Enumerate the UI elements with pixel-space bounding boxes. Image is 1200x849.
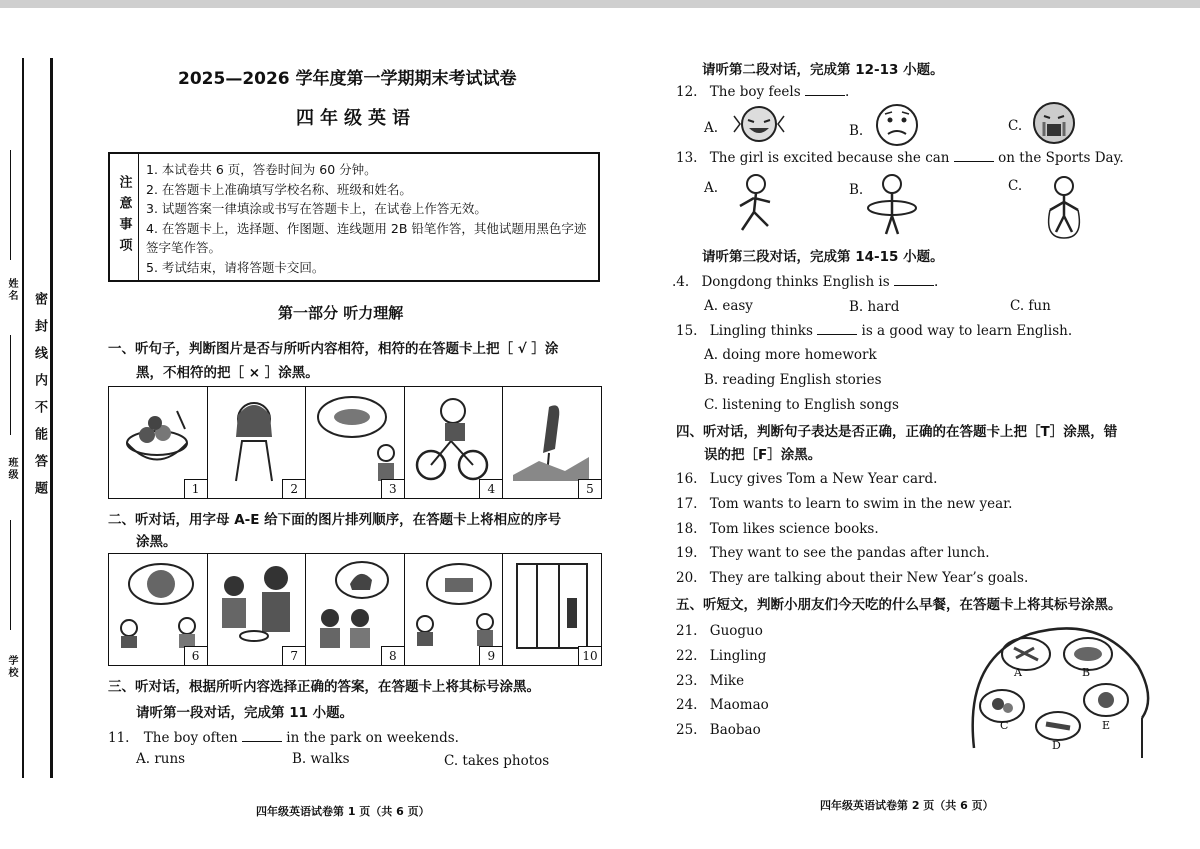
section-three-instruction: 三、听对话，根据所听内容选择正确的答案，在答题卡上将其标号涂黑。 bbox=[108, 679, 540, 695]
page-two-footer: 四年级英语试卷第 2 页（共 6 页） bbox=[820, 799, 994, 812]
option-c-label: C. bbox=[1008, 118, 1023, 134]
option-b: B. hard bbox=[849, 299, 900, 315]
option-a-label: A. bbox=[704, 120, 719, 136]
part-one-title: 第一部分 听力理解 bbox=[278, 304, 404, 322]
plate-label-e: E bbox=[1102, 719, 1111, 732]
question-number: 24. bbox=[676, 697, 698, 713]
section-five-instruction: 五、听短文，判断小朋友们今天吃的什么早餐，在答题卡上将其标号涂黑。 bbox=[676, 597, 1122, 613]
class-blank-line bbox=[10, 335, 11, 435]
question-number: 21. bbox=[676, 623, 698, 639]
margin-line-outer bbox=[22, 58, 24, 778]
section-one-instruction-2: 黑，不相符的把［ × ］涂黑。 bbox=[136, 365, 319, 381]
statement-16 bbox=[676, 471, 937, 487]
option-c: C. listening to English songs bbox=[704, 397, 899, 413]
question-number: 12. bbox=[676, 84, 698, 100]
picture-cell-7 bbox=[208, 554, 307, 665]
girl-running-image bbox=[730, 172, 778, 236]
notice-item: 3. 试题答案一律填涂或书写在答题卡上，在试卷上作答无效。 bbox=[146, 201, 487, 216]
scan-top-edge bbox=[0, 0, 1200, 8]
option-a: A. doing more homework bbox=[704, 347, 877, 363]
question-number: .4. bbox=[672, 274, 690, 290]
question-text: The boy feels bbox=[709, 84, 801, 100]
question-text: is a good way to learn English. bbox=[861, 323, 1073, 339]
question-12 bbox=[676, 83, 849, 100]
exam-title: 2025—2026 学年度第一学期期末考试试卷 bbox=[178, 69, 517, 89]
question-number: 19. bbox=[676, 545, 698, 561]
answer-blank bbox=[805, 83, 845, 96]
picture-cell-6 bbox=[109, 554, 208, 665]
kids-thinking-cake-image bbox=[411, 558, 495, 653]
page-one-footer: 四年级英语试卷第 1 页（共 6 页） bbox=[256, 805, 430, 818]
question-text: The boy often bbox=[143, 730, 238, 746]
option-a: A. runs bbox=[136, 751, 186, 767]
option-b-label: B. bbox=[849, 182, 864, 198]
question-number: 25. bbox=[676, 722, 698, 738]
section-four-instruction-1: 四、听对话，判断句子表达是否正确，正确的在答题卡上把［T］涂黑，错 bbox=[676, 424, 1118, 440]
name-label: 姓名 bbox=[6, 278, 17, 302]
exam-subtitle: 四年级英语 bbox=[296, 108, 416, 129]
kid-21 bbox=[676, 623, 763, 639]
question-13 bbox=[676, 149, 1124, 166]
girl-image bbox=[214, 391, 294, 486]
kid-23 bbox=[676, 673, 744, 689]
building-entrance-image bbox=[509, 558, 593, 653]
boy-cycling-image bbox=[411, 391, 491, 486]
kids-thinking-pizza-image bbox=[115, 558, 199, 653]
section-two-instruction-2: 涂黑。 bbox=[136, 534, 177, 550]
option-b-label: B. bbox=[849, 123, 864, 139]
picture-cell-5 bbox=[503, 387, 601, 498]
question-text: The girl is excited because she can bbox=[709, 150, 950, 166]
picture-strip-2 bbox=[108, 553, 602, 666]
kid-name: Mike bbox=[709, 673, 745, 689]
kid-22 bbox=[676, 648, 766, 664]
seal-line-text: 密封线内不能答题 bbox=[32, 292, 47, 508]
statement-18 bbox=[676, 521, 879, 537]
notice-item: 1. 本试卷共 6 页，答卷时间为 60 分钟。 bbox=[146, 162, 377, 177]
laughing-face-icon bbox=[728, 104, 790, 144]
picture-cell-1 bbox=[109, 387, 208, 498]
question-number: 15. bbox=[676, 323, 698, 339]
picture-number: 4 bbox=[479, 479, 502, 498]
picture-cell-3 bbox=[306, 387, 405, 498]
option-a-label: A. bbox=[704, 180, 719, 196]
statement-20 bbox=[676, 570, 1028, 586]
girl-hula-hoop-image bbox=[866, 172, 918, 238]
notice-item: 4. 在答题卡上，选择题、作图题、连线题用 2B 铅笔作答，其他试题用黑色字迹签字笔作答。 bbox=[146, 220, 587, 255]
tangyuan-bowl-image bbox=[115, 391, 195, 481]
question-number: 18. bbox=[676, 521, 698, 537]
girl-jumping-rope-image bbox=[1038, 174, 1090, 240]
picture-number: 5 bbox=[578, 479, 601, 498]
question-number: 17. bbox=[676, 496, 698, 512]
picture-number: 8 bbox=[381, 646, 404, 665]
section-one-instruction-1: 一、听句子，判断图片是否与所听内容相符，相符的在答题卡上把［ √ ］涂 bbox=[108, 341, 559, 357]
notice-label: 注意事项 bbox=[110, 154, 139, 280]
kid-name: Baobao bbox=[709, 722, 761, 738]
question-number: 16. bbox=[676, 471, 698, 487]
picture-number: 3 bbox=[381, 479, 404, 498]
dialog-three-instruction: 请听第三段对话，完成第 14-15 小题。 bbox=[702, 249, 944, 265]
option-c: C. fun bbox=[1010, 298, 1051, 314]
picture-number: 6 bbox=[184, 646, 207, 665]
answer-blank bbox=[894, 273, 934, 286]
question-number: 13. bbox=[676, 150, 698, 166]
question-end: . bbox=[844, 84, 850, 100]
question-15 bbox=[676, 322, 1072, 339]
dialog-two-instruction: 请听第二段对话，完成第 12-13 小题。 bbox=[702, 62, 944, 78]
picture-cell-2 bbox=[208, 387, 307, 498]
question-number: 20. bbox=[676, 570, 698, 586]
kids-thinking-dog-image bbox=[312, 558, 396, 653]
school-label: 学校 bbox=[6, 655, 17, 679]
plate-label-b: B bbox=[1082, 666, 1091, 679]
answer-blank bbox=[242, 729, 282, 742]
question-number: 23. bbox=[676, 673, 698, 689]
worried-face-icon bbox=[870, 102, 924, 148]
option-a: A. easy bbox=[704, 298, 753, 314]
question-11 bbox=[108, 729, 459, 746]
dialog-one-instruction: 请听第一段对话，完成第 11 小题。 bbox=[136, 705, 354, 721]
question-number: 11. bbox=[108, 730, 130, 746]
question-text: on the Sports Day. bbox=[998, 150, 1124, 166]
statement-19 bbox=[676, 545, 990, 561]
question-text: Lingling thinks bbox=[709, 323, 813, 339]
question-number: 22. bbox=[676, 648, 698, 664]
picture-cell-8 bbox=[306, 554, 405, 665]
picture-cell-4 bbox=[405, 387, 504, 498]
class-label: 班级 bbox=[6, 457, 17, 481]
statement-text: They are talking about their New Year’s goals. bbox=[709, 570, 1029, 586]
option-c: C. takes photos bbox=[444, 753, 550, 769]
name-blank-line bbox=[10, 150, 11, 260]
picture-number: 10 bbox=[578, 646, 601, 665]
statement-17 bbox=[676, 496, 1012, 512]
crying-face-icon bbox=[1030, 100, 1078, 146]
statement-text: Tom likes science books. bbox=[709, 521, 879, 537]
answer-blank bbox=[817, 322, 857, 335]
kid-25 bbox=[676, 722, 761, 738]
statement-text: Lucy gives Tom a New Year card. bbox=[709, 471, 938, 487]
section-two-instruction-1: 二、听对话，用字母 A-E 给下面的图片排列顺序，在答题卡上将相应的序号 bbox=[108, 512, 562, 528]
kid-24 bbox=[676, 697, 769, 713]
statement-text: They want to see the pandas after lunch. bbox=[709, 545, 990, 561]
kid-name: Maomao bbox=[709, 697, 769, 713]
notice-item: 2. 在答题卡上准确填写学校名称、班级和姓名。 bbox=[146, 181, 412, 197]
question-text: in the park on weekends. bbox=[286, 730, 459, 746]
picture-number: 2 bbox=[282, 479, 305, 498]
picture-number: 1 bbox=[184, 479, 207, 498]
plate-label-d: D bbox=[1052, 739, 1061, 752]
notice-item: 5. 考试结束，请将答题卡交回。 bbox=[146, 259, 325, 275]
notice-box bbox=[108, 152, 600, 282]
question-text: Dongdong thinks English is bbox=[701, 274, 890, 290]
boy-thinking-fish-image bbox=[312, 391, 400, 486]
picture-number: 9 bbox=[479, 646, 502, 665]
picture-cell-10 bbox=[503, 554, 601, 665]
picture-cell-9 bbox=[405, 554, 504, 665]
margin-line-inner bbox=[50, 58, 53, 778]
option-b: B. reading English stories bbox=[704, 372, 882, 388]
answer-blank bbox=[954, 149, 994, 162]
option-b: B. walks bbox=[292, 751, 350, 767]
plate-label-a: A bbox=[1014, 666, 1022, 679]
notice-items bbox=[146, 160, 596, 277]
people-eating-image bbox=[214, 558, 298, 653]
question-end: . bbox=[933, 274, 939, 290]
kid-name: Lingling bbox=[709, 648, 767, 664]
picture-number: 7 bbox=[282, 646, 305, 665]
section-four-instruction-2: 误的把［F］涂黑。 bbox=[704, 447, 822, 463]
question-14 bbox=[672, 273, 938, 290]
picture-strip-1 bbox=[108, 386, 602, 499]
school-blank-line bbox=[10, 520, 11, 630]
crane-bird-image bbox=[509, 391, 589, 486]
kid-name: Guoguo bbox=[709, 623, 763, 639]
option-c-label: C. bbox=[1008, 178, 1023, 194]
plate-label-c: C bbox=[1000, 719, 1009, 732]
statement-text: Tom wants to learn to swim in the new year. bbox=[709, 496, 1013, 512]
